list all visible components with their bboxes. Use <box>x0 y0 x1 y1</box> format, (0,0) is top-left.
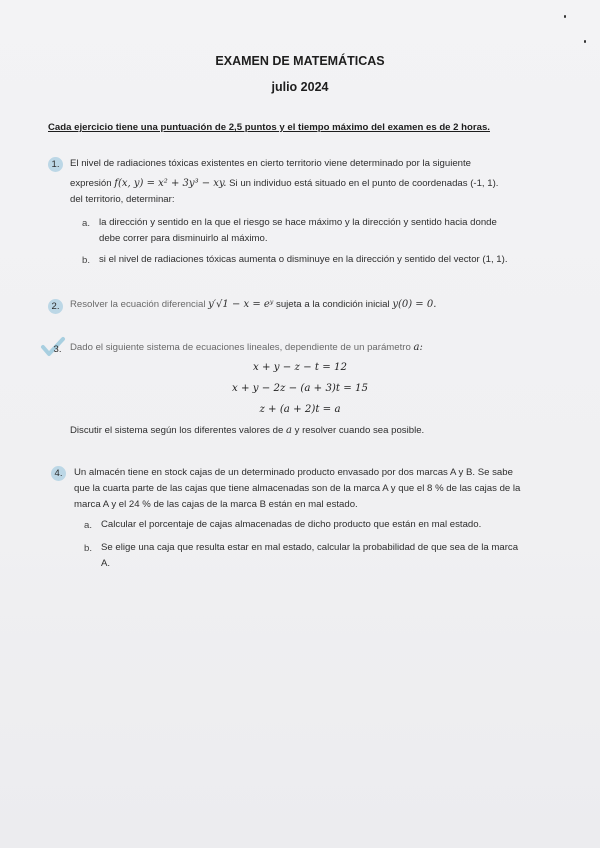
exercise-1-line-1: El nivel de radiaciones tóxicas existentes en cierto territorio viene determinado por la siguiente <box>70 158 472 169</box>
exercise-2-text <box>70 297 436 313</box>
exercise-4-line-2: que la cuarta parte de las cajas que tiene almacenadas son de la marca A y que el 8 % de las cajas de la <box>74 483 521 494</box>
scan-speck <box>564 15 566 18</box>
exercise-4a-label: a. <box>84 520 93 531</box>
exercise-4-number: 4. <box>51 466 66 481</box>
exercise-2-condition: y(0) = 0. <box>392 299 437 310</box>
exercise-4b-label: b. <box>84 543 93 554</box>
exercise-1a-label: a. <box>82 218 91 229</box>
exercise-3-parameter: a: <box>413 342 423 353</box>
exercise-1-point: Si un individuo está situado en el punto de coordenadas (-1, 1). <box>229 178 499 189</box>
exercise-4a-line-1: Calcular el porcentaje de cajas almacenadas de dicho producto que están en mal estado. <box>101 519 482 530</box>
exercise-3-discuss-parameter: a <box>285 425 292 436</box>
exercise-1a-line-2: debe correr para disminuirlo al máximo. <box>99 233 268 244</box>
exercise-2-equation: y′√1 − x = eʸ <box>208 299 274 310</box>
exercise-4b-line-2: A. <box>101 558 111 569</box>
exercise-1b-label: b. <box>82 255 91 266</box>
exercise-4-line-1: Un almacén tiene en stock cajas de un determinado producto envasado por dos marcas A y B. Se sabe <box>74 467 513 478</box>
equation-2: x + y − 2z − (a + 3)t = 15 <box>232 383 368 394</box>
exercise-1-line-2 <box>70 176 498 192</box>
equation-3: z + (a + 2)t = a <box>259 404 341 415</box>
exercise-3-number: 3. <box>53 344 62 355</box>
equation-1: x + y − z − t = 12 <box>253 362 347 373</box>
exam-rules: Cada ejercicio tiene una puntuación de 2,5 puntos y el tiempo máximo del examen es de 2 horas. <box>48 122 490 133</box>
exercise-2-instruction: Resolver la ecuación diferencial <box>70 299 206 310</box>
exercise-3-discuss-end: y resolver cuando sea posible. <box>294 425 425 436</box>
exercise-3-intro-text: Dado el siguiente sistema de ecuaciones lineales, dependiente de un parámetro <box>70 342 411 353</box>
exam-date: julio 2024 <box>271 80 329 94</box>
exercise-4-line-3: marca A y el 24 % de las cajas de la marca B están en mal estado. <box>74 499 358 510</box>
exercise-1a-line-1: la dirección y sentido en la que el riesgo se hace máximo y la dirección y sentido hacia donde <box>99 217 497 228</box>
exercise-1-function: f(x, y) = x² + 3y³ − xy. <box>114 178 227 189</box>
exercise-4b-line-1: Se elige una caja que resulta estar en mal estado, calcular la probabilidad de que sea de la marca <box>101 542 519 553</box>
exercise-3-discuss-text: Discutir el sistema según los diferentes valores de <box>70 425 284 436</box>
exercise-2-number: 2. <box>48 299 63 314</box>
exercise-3-discuss <box>70 423 424 439</box>
exercise-1-line-3: del territorio, determinar: <box>70 194 175 205</box>
exercise-1b-line-1: si el nivel de radiaciones tóxicas aumenta o disminuye en la dirección y sentido del vector (1, 1). <box>99 254 508 265</box>
exercise-3-intro <box>70 340 423 356</box>
exercise-2-condition-label: sujeta a la condición inicial <box>276 299 390 310</box>
scan-speck <box>584 40 586 43</box>
exercise-1-expression-label: expresión <box>70 178 112 189</box>
exercise-1-number: 1. <box>48 157 63 172</box>
exam-title: EXAMEN DE MATEMÁTICAS <box>215 54 385 68</box>
